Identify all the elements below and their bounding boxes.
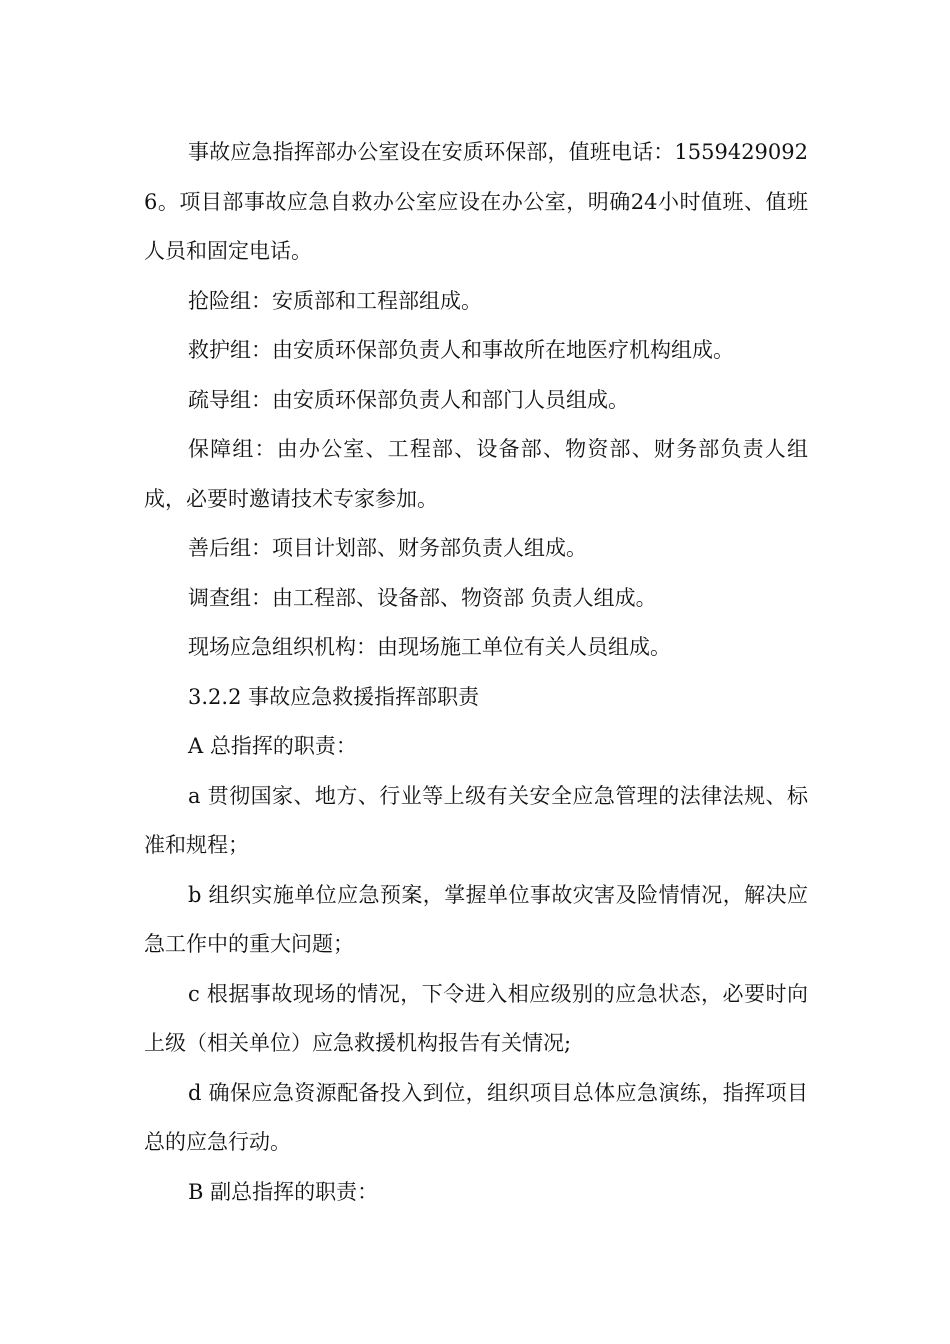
paragraph-duty-office: 事故应急指挥部办公室设在安质环保部，值班电话：15594290926。项目部事故应急自救办公室应设在办公室，明确24小时值班、值班人员和固定电话。 xyxy=(144,140,808,263)
paragraph-rescue-team: 抢险组：安质部和工程部组成。 xyxy=(188,288,482,313)
document-body xyxy=(144,128,808,1217)
list-item-a: a 贯彻国家、地方、行业等上级有关安全应急管理的法律法规、标准和规程； xyxy=(144,783,808,857)
section-heading-3-2-2: 3.2.2 事故应急救援指挥部职责 xyxy=(188,684,480,709)
paragraph-investigation-team: 调查组：由工程部、设备部、物资部 负责人组成。 xyxy=(188,585,657,610)
paragraph-medical-team: 救护组：由安质环保部负责人和事故所在地医疗机构组成。 xyxy=(188,338,734,362)
subheading-deputy-commander-duties: B 副总指挥的职责： xyxy=(188,1179,379,1204)
paragraph-evacuation-team: 疏导组：由安质环保部负责人和部门人员组成。 xyxy=(188,387,629,412)
list-item-d: d 确保应急资源配备投入到位，组织项目总体应急演练，指挥项目总的应急行动。 xyxy=(144,1080,808,1154)
paragraph-support-team: 保障组：由办公室、工程部、设备部、物资部、财务部负责人组成，必要时邀请技术专家参加。 xyxy=(144,437,808,511)
paragraph-aftermath-team: 善后组：项目计划部、财务部负责人组成。 xyxy=(188,536,587,560)
list-item-c: c 根据事故现场的情况，下令进入相应级别的应急状态，必要时向上级（相关单位）应急救援机构报告有关情况; xyxy=(144,981,808,1055)
subheading-commander-duties: A 总指挥的职责： xyxy=(188,734,357,758)
list-item-b: b 组织实施单位应急预案，掌握单位事故灾害及险情情况，解决应急工作中的重大问题； xyxy=(144,882,808,956)
paragraph-onsite-organization: 现场应急组织机构：由现场施工单位有关人员组成。 xyxy=(188,635,671,659)
